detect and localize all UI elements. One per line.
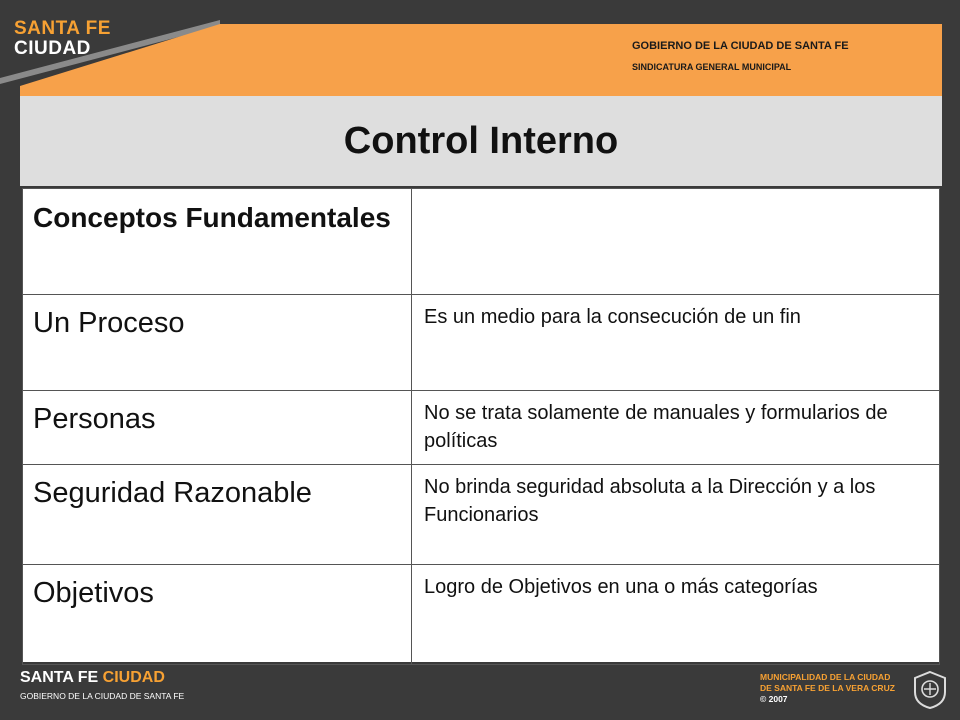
footer-brand-ciudad: CIUDAD <box>102 669 165 686</box>
table-cell <box>412 189 939 197</box>
table-cell: Un Proceso <box>33 307 185 339</box>
concepts-table <box>20 186 942 664</box>
table-row <box>23 295 940 391</box>
footer-municipality-line1: MUNICIPALIDAD DE LA CIUDAD <box>760 672 891 682</box>
logo-santa-fe: SANTA FE <box>14 18 111 39</box>
footer-municipality <box>760 672 895 705</box>
table-cell: Personas <box>33 403 156 435</box>
city-seal-icon <box>912 670 948 710</box>
footer-municipality-line2: DE SANTA FE DE LA VERA CRUZ <box>760 683 895 693</box>
footer-copyright: © 2007 <box>760 694 788 704</box>
table-header-cell: Conceptos Fundamentales <box>33 202 391 233</box>
table-cell: No brinda seguridad absoluta a la Dirección y a los Funcionarios <box>424 476 876 526</box>
table-row <box>23 189 940 295</box>
footer-brand <box>20 669 165 687</box>
table-row <box>23 391 940 465</box>
header-department: SINDICATURA GENERAL MUNICIPAL <box>632 62 792 72</box>
table-row <box>23 465 940 565</box>
footer-brand-santa-fe: SANTA FE <box>20 669 103 686</box>
logo-ciudad: CIUDAD <box>14 38 91 59</box>
header-government: GOBIERNO DE LA CIUDAD DE SANTA FE <box>632 40 849 52</box>
footer-government: GOBIERNO DE LA CIUDAD DE SANTA FE <box>20 691 185 701</box>
table-cell: Seguridad Razonable <box>33 477 312 509</box>
table-cell: Objetivos <box>33 577 154 609</box>
table-cell: Logro de Objetivos en una o más categorías <box>424 576 818 598</box>
page-title: Control Interno <box>343 119 619 162</box>
title-band <box>20 96 942 186</box>
table-cell: Es un medio para la consecución de un fin <box>424 306 801 328</box>
table-row <box>23 565 940 665</box>
table-cell: No se trata solamente de manuales y formularios de políticas <box>424 402 888 452</box>
